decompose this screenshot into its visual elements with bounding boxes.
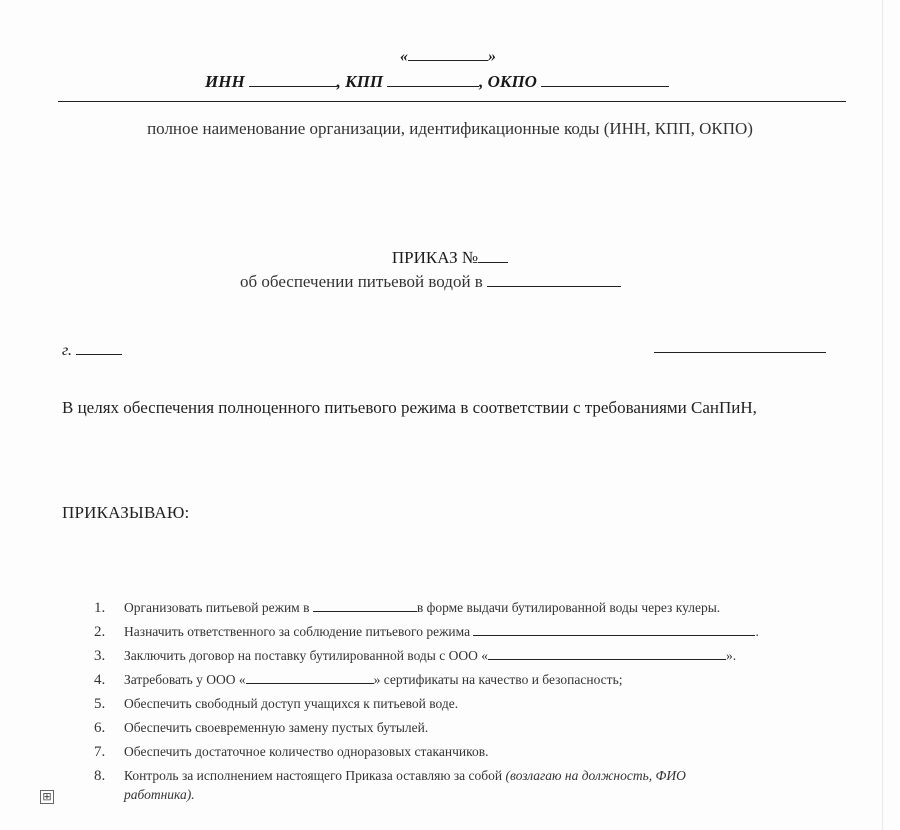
list-item (94, 644, 759, 668)
list-item (94, 764, 759, 788)
org-codes-line (205, 72, 669, 92)
item-text: Контроль за исполнением настоящего Приказа оставляю за собой (124, 768, 503, 783)
item-text-italic: (возлагаю на должность, ФИО (505, 768, 686, 783)
quote-close: » (488, 48, 496, 65)
item-text: Заключить договор на поставку бутилированной воды с ООО « (124, 648, 488, 663)
item-text: Обеспечить свободный доступ учащихся к питьевой воде. (124, 696, 459, 711)
item-number: 1. (94, 600, 106, 616)
item-4-blank[interactable] (246, 683, 374, 684)
item-text: Обеспечить своевременную замену пустых бутылей. (124, 720, 429, 735)
item-2-blank[interactable] (473, 635, 755, 636)
header-quote-line (400, 48, 496, 66)
okpo-blank[interactable] (541, 86, 669, 87)
order-word: ПРИКАЗЫВАЮ: (62, 503, 190, 522)
item-text-tail: » сертификаты на качество и безопасность; (373, 672, 623, 687)
item-1-blank[interactable] (313, 611, 417, 612)
okpo-label: , ОКПО (479, 72, 537, 91)
item-number: 6. (94, 720, 106, 736)
list-item (94, 692, 759, 716)
inn-label: ИНН (205, 72, 245, 91)
item-text-tail: в форме выдачи бутилированной воды через кулеры. (416, 600, 721, 615)
item-number: 4. (94, 672, 106, 688)
item-text-tail: . (755, 624, 759, 639)
order-title (0, 248, 900, 268)
order-subject-blank[interactable] (487, 286, 621, 287)
item-3-blank[interactable] (488, 659, 726, 660)
date-blank[interactable] (654, 352, 826, 353)
table-move-handle-icon[interactable]: ⊞ (40, 790, 54, 804)
item-number: 7. (94, 744, 106, 760)
item-number: 3. (94, 648, 106, 664)
item-number: 5. (94, 696, 106, 712)
order-subject (240, 272, 621, 292)
order-number-blank[interactable] (478, 262, 508, 263)
item-text: Затребовать у ООО « (124, 672, 246, 687)
kpp-label: , КПП (336, 72, 384, 91)
item-number: 8. (94, 768, 106, 784)
city-prefix: г. (62, 342, 73, 359)
city-field (62, 342, 122, 360)
preamble-text: В целях обеспечения полноценного питьевого режима в соответствии с требованиями СанПиН, (62, 398, 757, 417)
inn-blank[interactable] (249, 86, 337, 87)
org-name-rule[interactable] (58, 101, 846, 102)
list-item (94, 740, 759, 764)
quote-open: « (400, 48, 408, 65)
kpp-blank[interactable] (387, 86, 479, 87)
order-subject-text: об обеспечении питьевой водой в (240, 272, 483, 291)
list-item (94, 620, 759, 644)
city-blank[interactable] (76, 354, 122, 355)
item-text: Обеспечить достаточное количество одноразовых стаканчиков. (124, 744, 489, 759)
list-item (94, 716, 759, 740)
order-title-text: ПРИКАЗ № (391, 248, 479, 267)
item-text: Назначить ответственного за соблюдение питьевого режима (124, 624, 471, 639)
order-items-list (94, 596, 759, 806)
quote-blank[interactable] (408, 60, 488, 61)
list-item (94, 668, 759, 692)
list-item-continuation (94, 788, 759, 806)
org-caption: полное наименование организации, идентификационные коды (ИНН, КПП, ОКПО) (147, 119, 753, 138)
item-text: Организовать питьевой режим в (124, 600, 310, 615)
item-text-tail: ». (726, 648, 737, 663)
item-text-continuation: работника). (124, 787, 195, 802)
list-item (94, 596, 759, 620)
item-number: 2. (94, 624, 106, 640)
